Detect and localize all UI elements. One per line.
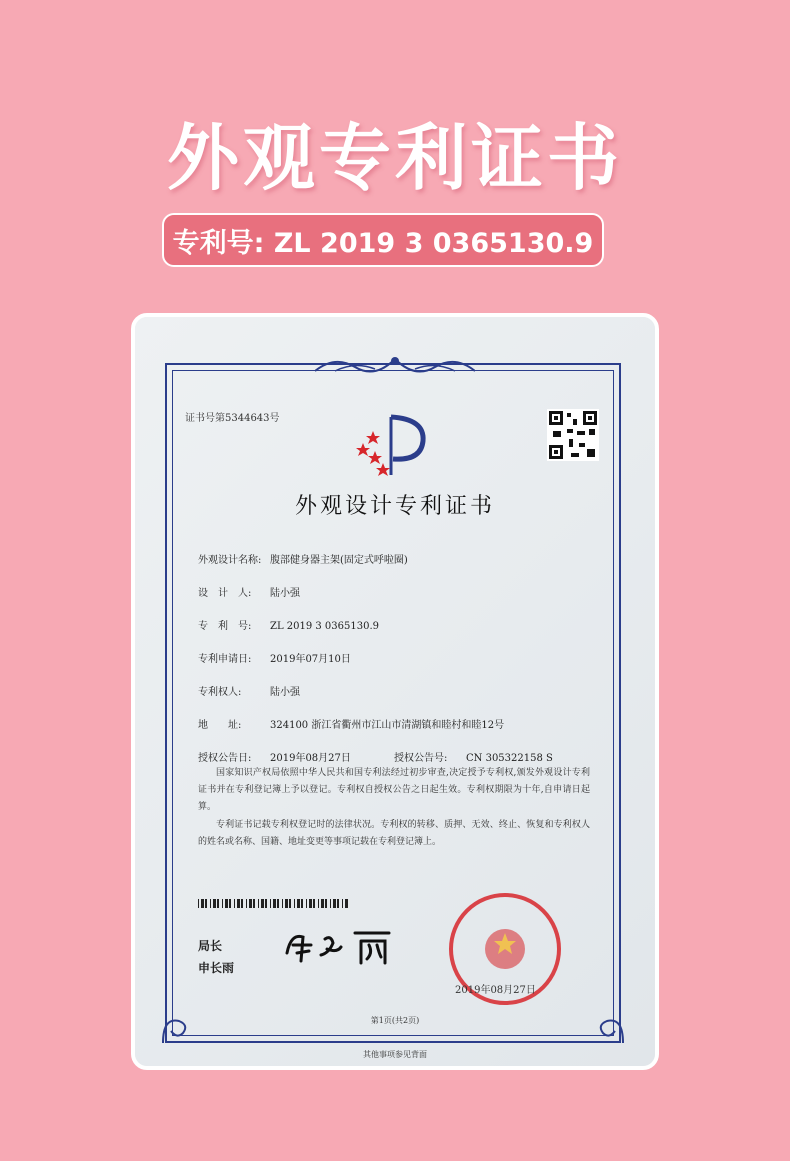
certificate-paragraph: 国家知识产权局依照中华人民共和国专利法经过初步审查,决定授予专利权,颁发外观设计专利证书并在专利登记簿上予以登记。专利权自授权公告之日起生效。专利权期限为十年,自申请日起算。 <box>198 768 590 812</box>
corner-ornament-icon <box>587 1007 627 1047</box>
certificate-number: 证书号第5344643号 <box>185 413 280 424</box>
field-row: 授权公告号: CN 305322158 S <box>394 753 553 764</box>
corner-ornament-icon <box>159 1007 199 1047</box>
certificate-title: 外观设计专利证书 <box>294 494 495 519</box>
director-title: 局长 <box>198 939 223 953</box>
patent-number-badge: 专利号: ZL 2019 3 0365130.9 <box>162 213 604 267</box>
barcode-icon <box>198 899 348 908</box>
seal-date: 2019年08月27日 <box>455 985 536 996</box>
top-ornament-icon <box>315 351 475 379</box>
page-title: 外观专利证书 <box>166 116 623 200</box>
certificate-photo <box>131 313 659 1070</box>
field-row: 专 利 号: ZL 2019 3 0365130.9 <box>198 621 380 632</box>
certificate-paragraph: 专利证书记载专利权登记时的法律状况。专利权的转移、质押、无效、终止、恢复和专利权人的姓名或名称、国籍、地址变更等事项记载在专利登记簿上。 <box>198 820 590 847</box>
director-block <box>198 935 234 979</box>
field-row: 外观设计名称: 腹部健身器主架(固定式呼啦圈) <box>198 555 408 566</box>
field-row: 专利申请日: 2019年07月10日 <box>198 654 351 665</box>
director-name: 申长雨 <box>198 961 235 975</box>
patent-office-logo-icon <box>351 409 435 479</box>
signature-icon <box>281 923 401 969</box>
field-row: 专利权人: 陆小强 <box>198 687 300 698</box>
qr-code-icon <box>547 409 599 461</box>
field-row: 设 计 人: 陆小强 <box>198 588 300 599</box>
page-number: 第1页(共2页) <box>370 1016 420 1025</box>
field-row: 地 址: 324100 浙江省衢州市江山市清湖镇和睦村和睦12号 <box>198 720 505 731</box>
field-row: 授权公告日: 2019年08月27日 <box>198 753 351 764</box>
footer-note: 其他事项参见背面 <box>363 1050 427 1059</box>
